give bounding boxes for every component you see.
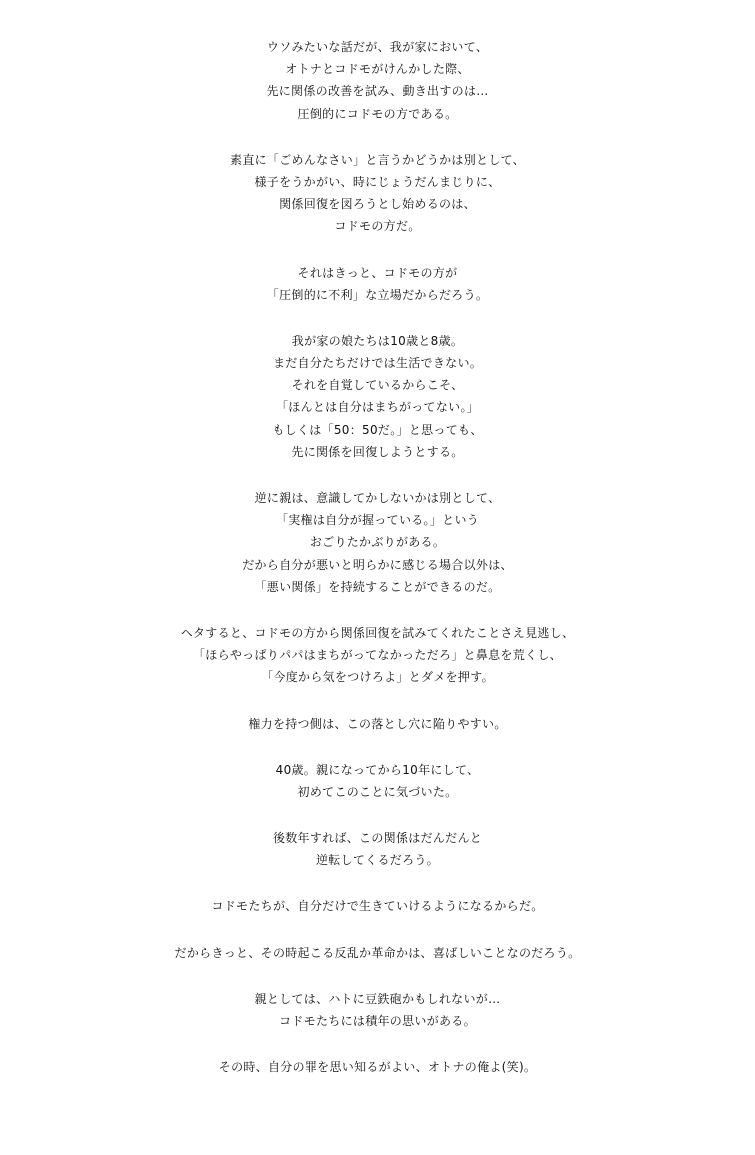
text-line: ヘタすると、コドモの方から関係回復を試みてくれたことさえ見逃し、 — [180, 625, 575, 640]
paragraph — [0, 827, 755, 871]
text-line: 親としては、ハトに豆鉄砲かもしれないが… — [254, 991, 501, 1006]
text-line: それを自覚しているからこそ、 — [291, 378, 464, 393]
text-line: 後数年すれば、この関係はだんだんと — [272, 831, 483, 846]
text-line: まだ自分たちだけでは生活できない。 — [272, 356, 483, 371]
paragraph — [0, 149, 755, 238]
text-line: 逆に親は、意識してかしないかは別として、 — [254, 491, 501, 505]
text-line: 40歳。親になってから10年にして、 — [275, 762, 480, 777]
text-line: もしくは「50：50だ。」と思っても、 — [272, 422, 483, 437]
text-line: 権力を持つ側は、この落とし穴に陥りやすい。 — [248, 716, 507, 731]
paragraph — [0, 262, 755, 306]
essay-body — [0, 36, 755, 1102]
paragraph — [0, 759, 755, 803]
text-line: オトナとコドモがけんかした際、 — [285, 62, 470, 77]
text-line: ウソみたいな話だが、我が家において、 — [266, 40, 489, 54]
text-line: 「悪い関係」を持続することができるのだ。 — [254, 579, 501, 594]
paragraph — [0, 988, 755, 1032]
text-line: 先に関係を回復しようとする。 — [291, 444, 464, 459]
text-line: 逆転してくるだろう。 — [315, 853, 439, 868]
text-line: 「圧倒的に不利」な立場だからだろう。 — [266, 287, 489, 302]
text-line: 素直に「ごめんなさい」と言うかどうかは別として、 — [230, 152, 525, 167]
text-line: その時、自分の罪を思い知るがよい、オトナの俺よ(笑)。 — [218, 1060, 537, 1075]
paragraph — [0, 942, 755, 964]
text-line: だからきっと、その時起こる反乱か革命かは、喜ばしいことなのだろう。 — [174, 945, 581, 960]
text-line: コドモの方だ。 — [334, 219, 421, 234]
text-line: それはきっと、コドモの方が — [297, 265, 458, 280]
text-line: コドモたちが、自分だけで生きていけるようになるからだ。 — [211, 899, 544, 914]
text-line: 初めてこのことに気づいた。 — [297, 784, 458, 799]
paragraph — [0, 36, 755, 125]
paragraph — [0, 713, 755, 735]
text-line: 我が家の娘たちは10歳と8歳。 — [291, 333, 464, 348]
paragraph — [0, 895, 755, 917]
paragraph — [0, 487, 755, 598]
text-line: 関係回復を図ろうとし始めるのは、 — [279, 197, 476, 212]
text-line: 様子をうかがい、時にじょうだんまじりに、 — [254, 174, 501, 189]
text-line: だから自分が悪いと明らかに感じる場合以外は、 — [242, 557, 513, 572]
text-line: コドモたちには積年の思いがある。 — [279, 1014, 476, 1028]
text-line: おごりたかぶりがある。 — [309, 535, 446, 550]
paragraph — [0, 1056, 755, 1078]
text-line: 先に関係の改善を試み、動き出すのは… — [266, 84, 489, 99]
text-line: 「今度から気をつけろよ」とダメを押す。 — [261, 670, 494, 685]
text-line: 「ほんとは自分はまちがってない。」 — [275, 400, 480, 415]
text-line: 圧倒的にコドモの方である。 — [297, 106, 458, 121]
paragraph — [0, 622, 755, 689]
text-line: 「ほらやっぱりパパはまちがってなかっただろ」と鼻息を荒くし、 — [192, 648, 562, 663]
paragraph — [0, 330, 755, 463]
text-line: 「実権は自分が握っている。」という — [275, 513, 480, 528]
